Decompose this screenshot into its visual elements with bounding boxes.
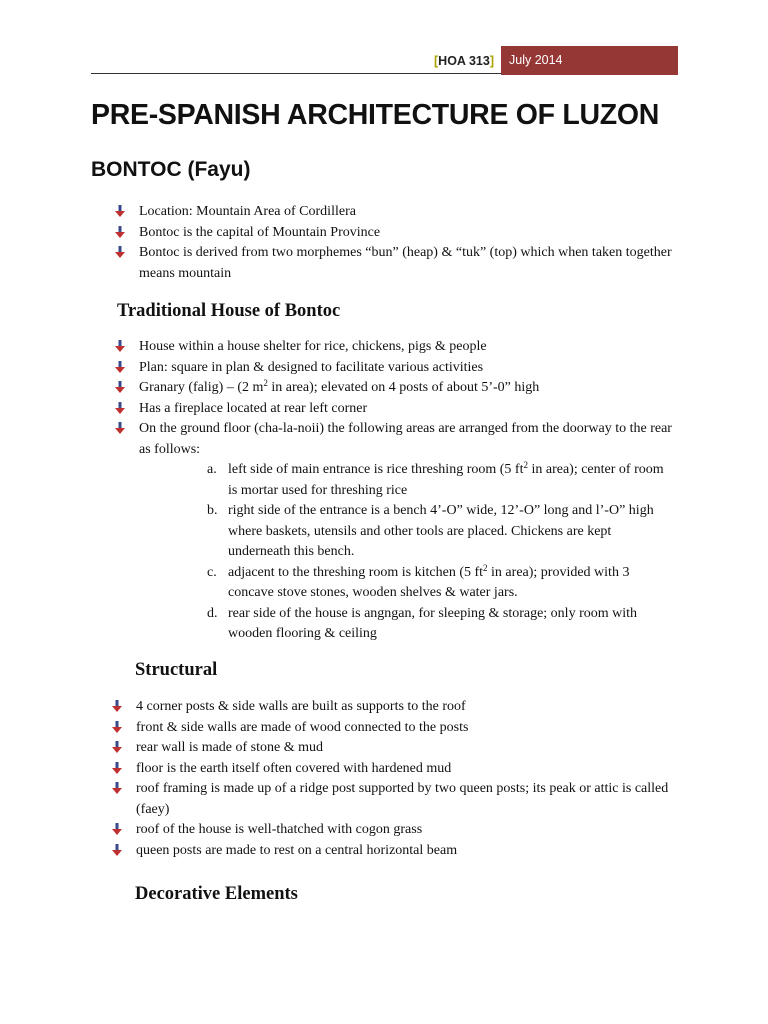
area-marker: c. [207, 564, 217, 580]
item-text: Bontoc is the capital of Mountain Province [139, 224, 381, 240]
arrow-bullet-icon [115, 402, 125, 414]
header-course-code [434, 52, 494, 70]
area-item [207, 562, 674, 604]
page-title: PRE-SPANISH ARCHITECTURE OF LUZON [91, 99, 660, 131]
arrow-bullet-icon [112, 721, 122, 733]
arrow-bullet-icon [115, 340, 125, 352]
area-marker: d. [207, 605, 218, 621]
arrow-bullet-icon [115, 246, 125, 258]
list-item [139, 399, 679, 420]
list-item [139, 358, 679, 379]
arrow-bullet-icon [112, 741, 122, 753]
item-text: front & side walls are made of wood connected to the posts [136, 719, 469, 735]
course-code: HOA 313 [438, 54, 490, 68]
area-item [207, 501, 674, 563]
list-item [136, 820, 676, 841]
list-item [136, 697, 676, 718]
item-text: Bontoc is derived from two morphemes “bun” (heap) & “tuk” (top) which when taken together means mountain [139, 245, 672, 281]
item-text: in area); provided with 3 concave stove stones, wooden shelves & water jars. [228, 564, 630, 600]
arrow-bullet-icon [115, 381, 125, 393]
item-text: Has a fireplace located at rear left corner [139, 400, 368, 416]
arrow-bullet-icon [115, 361, 125, 373]
item-text: floor is the earth itself often covered with hardened mud [136, 760, 452, 776]
list-item [136, 841, 676, 862]
item-text: Location: Mountain Area of Cordillera [139, 204, 356, 219]
item-text: adjacent to the threshing room is kitchen (5 ft [228, 564, 484, 580]
item-text: House within a house shelter for rice, chickens, pigs & people [139, 339, 487, 354]
section-heading-structural: Structural [135, 660, 218, 680]
bracket-close: ] [489, 54, 494, 68]
item-text: Plan: square in plan & designed to facilitate various activities [139, 359, 484, 375]
arrow-bullet-icon [112, 700, 122, 712]
arrow-bullet-icon [112, 782, 122, 794]
section-heading-house: Traditional House of Bontoc [117, 301, 341, 321]
superscript: 2 [263, 378, 268, 388]
item-text: Granary (falig) – (2 m [139, 380, 264, 395]
item-text: left side of main entrance is rice threshing room (5 ft [228, 462, 524, 477]
list-item [136, 718, 676, 739]
item-text: in area); center of room is mortar used for threshing rice [228, 462, 664, 498]
page-subtitle: BONTOC (Fayu) [91, 158, 251, 181]
item-text: On the ground floor (cha-la-noii) the following areas are arranged from the doorway to the rear as follows: [139, 421, 672, 457]
area-item [207, 604, 674, 645]
list-item [136, 779, 676, 820]
intro-bullet-list [139, 202, 679, 284]
arrow-bullet-icon [112, 844, 122, 856]
list-item [136, 738, 676, 759]
list-item [139, 337, 679, 358]
list-item [139, 419, 679, 645]
item-text: rear side of the house is angngan, for sleeping & storage; only room with wooden flooring & ceiling [228, 605, 638, 641]
item-text: rear wall is made of stone & mud [136, 740, 324, 755]
header-rule [91, 73, 501, 74]
item-text: right side of the entrance is a bench 4’-O” wide, 12’-O” long and l’-O” high where baskets, utensils and other tools are placed. Chickens are kept underneath this bench. [228, 503, 654, 559]
item-text: 4 corner posts & side walls are built as supports to the roof [136, 699, 466, 714]
house-bullet-list [139, 337, 679, 645]
list-item [136, 759, 676, 780]
item-text: queen posts are made to rest on a central horizontal beam [136, 842, 458, 858]
list-item [139, 202, 679, 223]
superscript: 2 [483, 562, 488, 573]
arrow-bullet-icon [115, 422, 125, 434]
structural-bullet-list [136, 697, 676, 861]
area-marker: b. [207, 503, 218, 518]
arrow-bullet-icon [112, 823, 122, 835]
list-item [139, 223, 679, 244]
ground-floor-areas-list [207, 460, 674, 645]
list-item [139, 243, 679, 284]
item-text: roof framing is made up of a ridge post supported by two queen posts; its peak or attic is called (faey) [136, 781, 669, 817]
arrow-bullet-icon [112, 762, 122, 774]
area-marker: a. [207, 462, 217, 477]
superscript: 2 [523, 460, 528, 470]
area-item [207, 460, 674, 501]
arrow-bullet-icon [115, 205, 125, 217]
section-heading-decorative: Decorative Elements [135, 884, 298, 904]
list-item [139, 378, 679, 399]
header-date-banner: July 2014 [501, 46, 678, 75]
bracket-open: [ [434, 54, 439, 68]
item-text: roof of the house is well-thatched with cogon grass [136, 822, 423, 837]
arrow-bullet-icon [115, 226, 125, 238]
item-text: in area); elevated on 4 posts of about 5’-0” high [267, 380, 540, 395]
